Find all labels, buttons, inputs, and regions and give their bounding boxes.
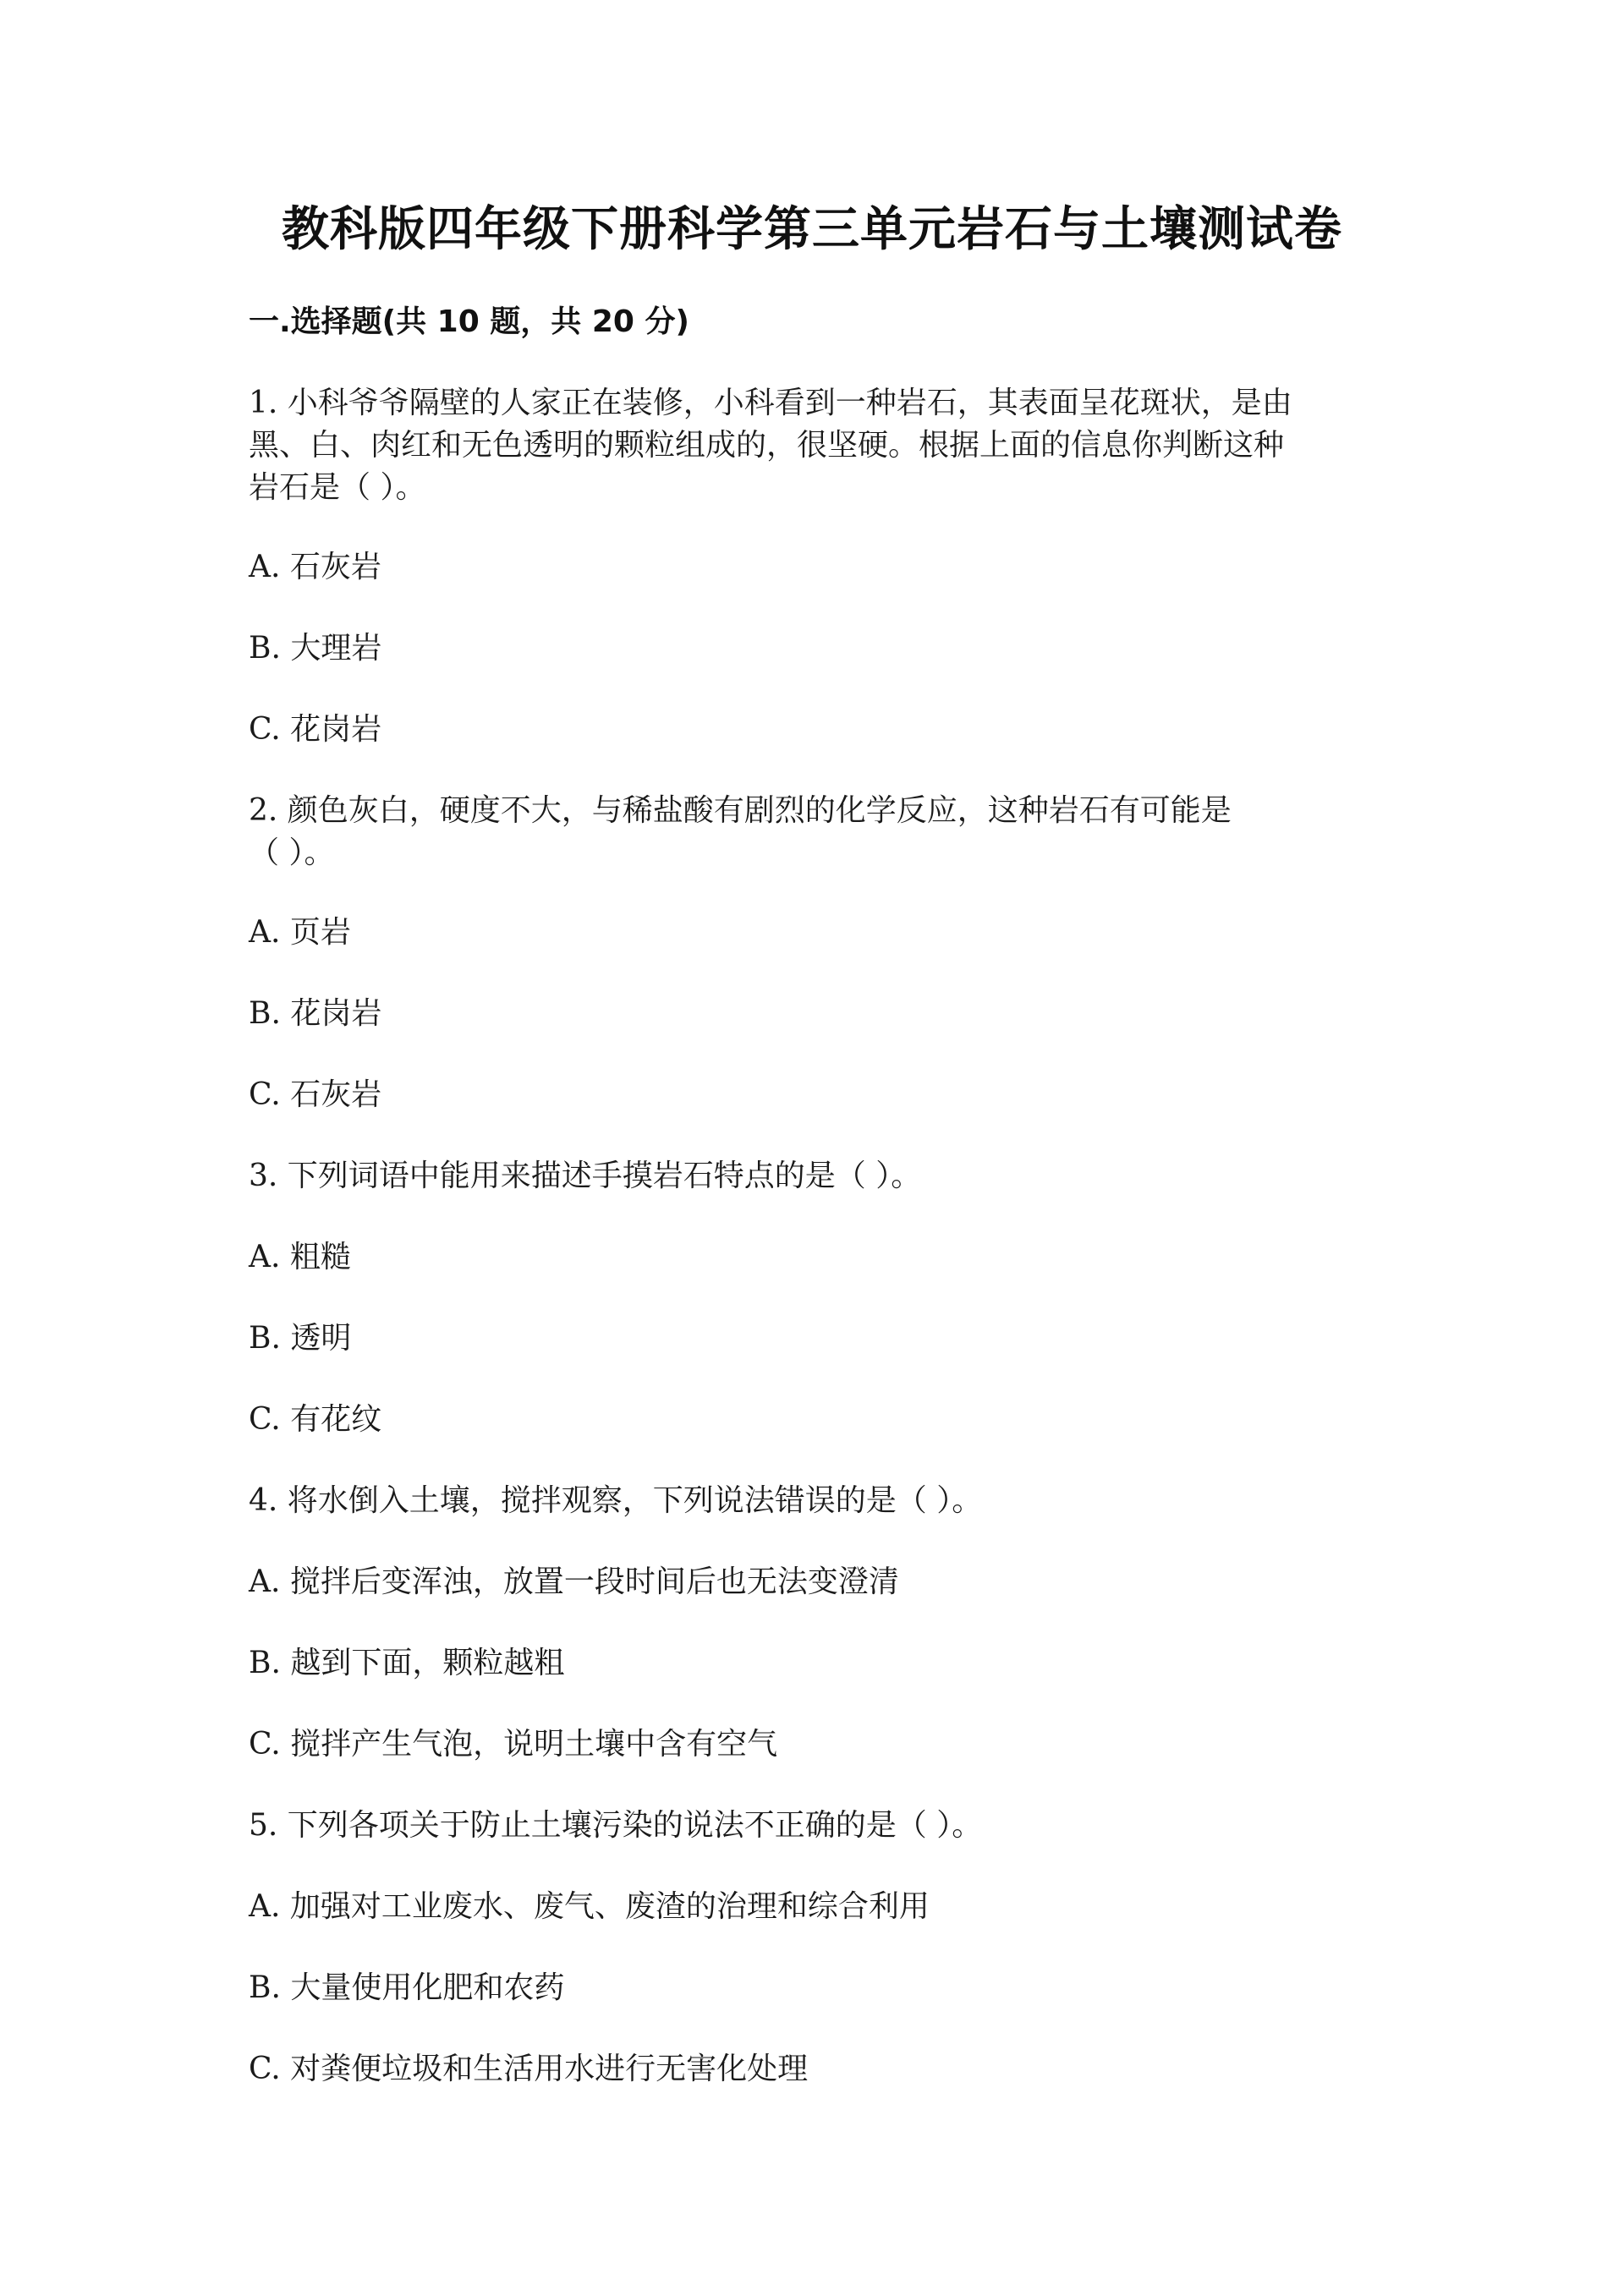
question-2-option-a: A. 页岩 [249, 915, 351, 950]
question-1-option-b: B. 大理岩 [249, 631, 382, 666]
question-2-option-c: C. 石灰岩 [249, 1077, 382, 1112]
question-1-stem-line-3: 岩石是（ ）。 [249, 470, 426, 505]
section-heading: 一.选择题(共 10 题，共 20 分) [249, 304, 689, 339]
question-5-option-b: B. 大量使用化肥和农药 [249, 1970, 565, 2005]
question-4-option-a: A. 搅拌后变浑浊，放置一段时间后也无法变澄清 [249, 1564, 899, 1599]
question-1-option-a: A. 石灰岩 [249, 550, 381, 584]
question-2-stem-line-1: 2. 颜色灰白，硬度不大，与稀盐酸有剧烈的化学反应，这种岩石有可能是 [249, 793, 1232, 828]
question-5-option-c: C. 对粪便垃圾和生活用水进行无害化处理 [249, 2052, 809, 2086]
question-3-stem: 3. 下列词语中能用来描述手摸岩石特点的是（ ）。 [249, 1159, 922, 1193]
question-2-stem-line-2: （ ）。 [249, 836, 335, 870]
page-title: 教科版四年级下册科学第三单元岩石与土壤测试卷 [282, 202, 1342, 257]
question-4-option-b: B. 越到下面，颗粒越粗 [249, 1646, 565, 1680]
question-1-stem-line-2: 黑、白、肉红和无色透明的颗粒组成的，很坚硬。根据上面的信息你判断这种 [249, 428, 1285, 463]
question-4-option-c: C. 搅拌产生气泡，说明土壤中含有空气 [249, 1727, 778, 1762]
question-1-stem-line-1: 1. 小科爷爷隔壁的人家正在装修，小科看到一种岩石，其表面呈花斑状，是由 [249, 386, 1292, 420]
question-4-stem: 4. 将水倒入土壤，搅拌观察，下列说法错误的是（ ）。 [249, 1483, 983, 1518]
question-5-option-a: A. 加强对工业废水、废气、废渣的治理和综合利用 [249, 1889, 930, 1924]
question-3-option-c: C. 有花纹 [249, 1402, 382, 1437]
question-3-option-a: A. 粗糙 [249, 1240, 351, 1274]
question-5-stem: 5. 下列各项关于防止土壤污染的说法不正确的是（ ）。 [249, 1808, 983, 1843]
question-2-option-b: B. 花岗岩 [249, 996, 382, 1031]
question-1-option-c: C. 花岗岩 [249, 712, 382, 747]
question-3-option-b: B. 透明 [249, 1321, 352, 1356]
